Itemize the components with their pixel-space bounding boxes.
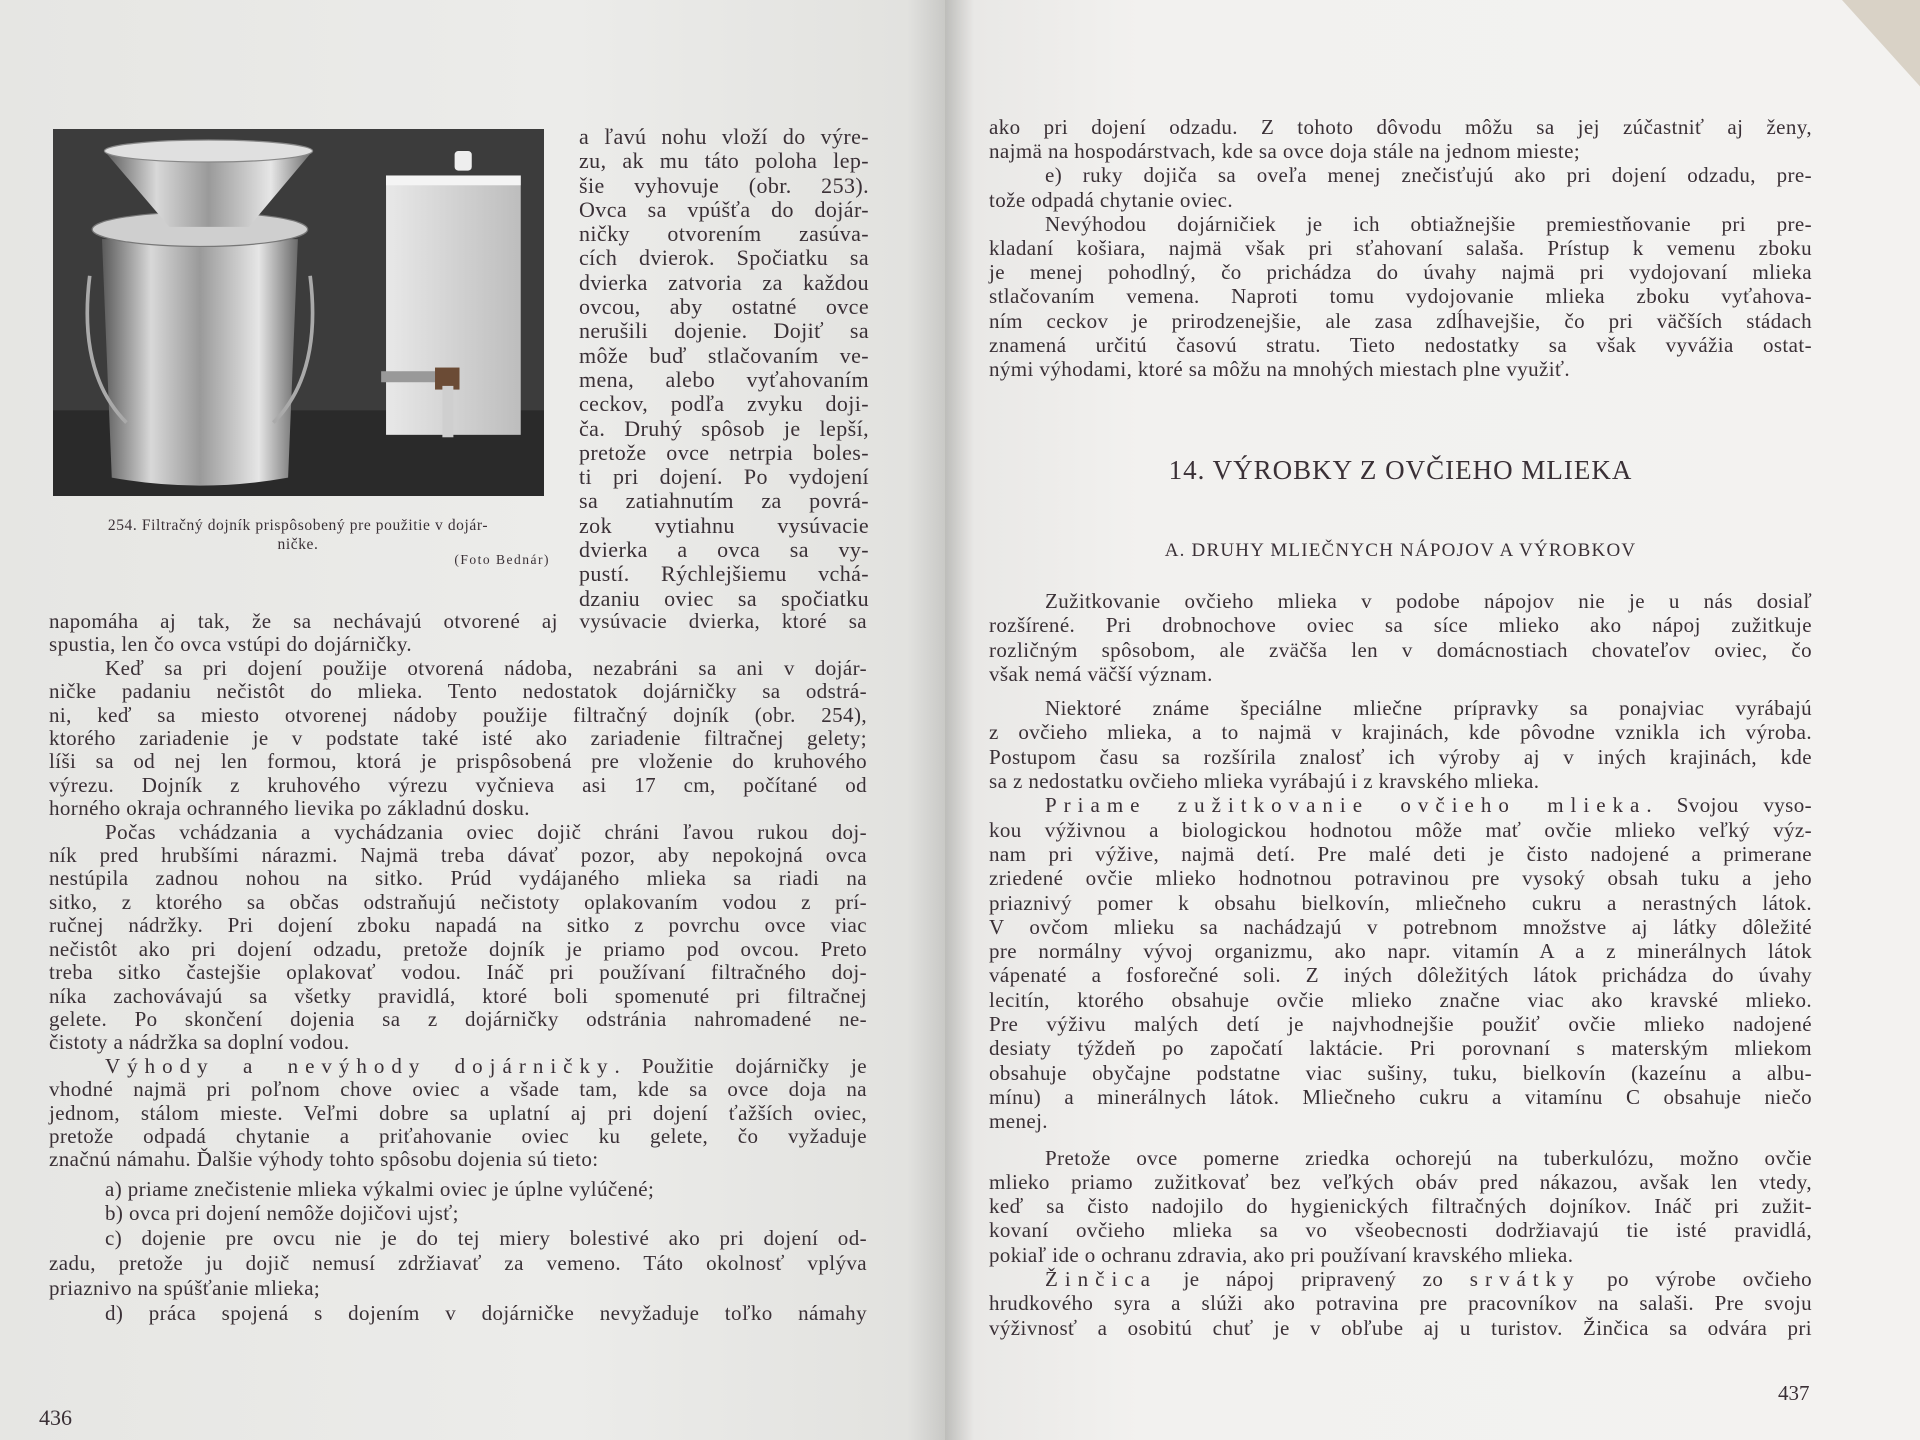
- text-column-beside-figure: [579, 125, 869, 611]
- paragraph: [49, 1178, 867, 1201]
- text-line: ník pred hrubšími nárazmi. Najmä treba dávať pozor, aby nepokojná ovca: [49, 843, 867, 868]
- text-line: a ľavú nohu vloží do výre-: [579, 124, 869, 149]
- bucket-body: [102, 239, 298, 486]
- caption-line: 254. Filtračný dojník prispôsobený pre použitie v dojár-: [107, 517, 489, 534]
- paragraph: [49, 821, 867, 1055]
- text-run: je nápoj pripravený zo: [1156, 1267, 1470, 1292]
- text-line: výrezu. Dojník z kruhového výrezu vyčnieva asi 17 cm, počítané od: [49, 772, 867, 797]
- text-line: kladaní košiara, najmä však pri sťahovaní salaša. Prístup k vemenu zboku: [989, 236, 1812, 261]
- text-column-right-bottom: [989, 589, 1812, 1340]
- text-line: rozšírené. Pri drobnochove oviec sa síce mlieko ako nápoj zužitkuje: [989, 613, 1812, 638]
- text-line: napomáha aj tak, že sa nechávajú otvorené aj vysúvacie dvierka, ktoré sa: [49, 609, 867, 633]
- text-line: čistoty a nádržka sa doplní vodou.: [49, 1030, 350, 1055]
- text-line: nestúpila zadnou nohou na sitko. Prúd vydájaného mlieka sa riadi na: [49, 866, 867, 891]
- text-line: ničky otvorením zasúva-: [579, 221, 869, 247]
- text-line: ním ceckov je prirodzenejšie, ale zasa zdĺhavejšie, čo pri väčších stádach: [989, 308, 1812, 333]
- text-line: najmä na hospodárstvach, kde sa ovce doja stále na jednom mieste;: [989, 139, 1581, 164]
- text-line: Keď sa pri dojení použije otvorená nádoba, nezabráni sa ani v dojár-: [105, 655, 867, 680]
- text-line: tože odpadá chytanie oviec.: [989, 187, 1234, 212]
- text-line: pretože odpadá chytanie a priťahovanie oviec ku gelete, čo vyžaduje: [49, 1123, 867, 1148]
- text-line: desiaty týždeň po započatí laktácie. Pri porovnaní s materským mliekom: [989, 1036, 1812, 1061]
- text-line: pustí. Rýchlejšiemu vchá-: [579, 561, 869, 587]
- page-number: 436: [39, 1405, 72, 1430]
- paragraph: [579, 125, 869, 611]
- text-line: sitko, z ktorého sa občas odstraňujú nečistoty oplakovaním vodou z prí-: [49, 889, 867, 914]
- text-line: b) ovca pri dojení nemôže dojičovi ujsť;: [105, 1201, 459, 1226]
- text-line: ti pri dojení. Po vydojení: [579, 464, 869, 490]
- text-line: ktorého zariadenie je v podstate také isté ako zariadenie filtračnej gelety;: [49, 726, 867, 751]
- section-heading: A. DRUHY MLIEČNYCH NÁPOJOV A VÝROBKOV: [1164, 540, 1637, 561]
- text-line: [989, 793, 1812, 817]
- text-line: spustia, len čo ovca vstúpi do dojárničky.: [49, 632, 413, 657]
- text-run: po výrobe ovčieho: [1580, 1267, 1812, 1292]
- paragraph: [49, 1301, 867, 1326]
- paragraph: [989, 1146, 1812, 1267]
- paragraph: [989, 589, 1812, 686]
- paragraph: [49, 657, 867, 821]
- text-line: e) ruky dojiča sa oveľa menej znečisťujú ako pri dojení odzadu, pre-: [1045, 163, 1812, 188]
- text-line: jednom, stálom mieste. Veľmi dobre sa uplatní aj pri dojení ťažších oviec,: [49, 1100, 867, 1125]
- text-line: znamená určitú časovú stratu. Tieto nedostatky sa však vyvážia ostat-: [989, 332, 1812, 357]
- text-line: Nevýhodou dojárničiek je ich obtiažnejšie premiestňovanie pri pre-: [1045, 211, 1812, 236]
- text-line: kovaní ovčieho mlieka sa vo všeobecnosti dodržiavajú tie isté pravidlá,: [989, 1218, 1812, 1243]
- text-line: pokiaľ ide o ochranu zdravia, ako pri používaní kravského mlieka.: [989, 1242, 1574, 1267]
- text-line: zriedené ovčie mlieko hodnotnou potravinou pre vysoký obsah tuku a jeho: [989, 866, 1812, 891]
- spaced-emphasis: Žinčica: [1045, 1267, 1157, 1292]
- paragraph: [989, 696, 1812, 793]
- water-tank: [386, 175, 521, 434]
- text-line: Pre výživu malých detí je najvhodnejšie použiť ovčie mlieko nadojené: [989, 1012, 1812, 1037]
- text-line: vápenaté a fosforečné soli. Z iných dôležitých látok prichádza do úvahy: [989, 963, 1812, 988]
- spaced-emphasis: Priame zužitkovanie ovčieho mlieka: [1045, 793, 1647, 818]
- text-line: vhodné najmä pri poľnom chove oviec a všade tam, kde sa ovce doja na: [49, 1077, 867, 1102]
- text-line: ako pri dojení odzadu. Z tohoto dôvodu môžu sa jej zúčastniť aj ženy,: [989, 115, 1812, 139]
- text-line: ovcou, aby ostatné ovce: [579, 294, 869, 320]
- text-line: kou výživnou a biologickou hodnotou môže mať ovčie mlieko veľký výz-: [989, 817, 1812, 842]
- paragraph: [49, 1201, 867, 1226]
- caption-line: ničke.: [277, 536, 319, 553]
- text-line: menej.: [989, 1109, 1048, 1134]
- text-line: c) dojenie pre ovcu nie je do tej miery bolestivé ako pri dojení od-: [105, 1226, 867, 1251]
- text-line: nerušili dojenie. Dojiť sa: [579, 318, 869, 344]
- text-line: stlačovaním vemena. Naproti tomu vydojovanie mlieka zboku vyťahova-: [989, 284, 1812, 309]
- text-line: Ovca sa vpúšťa do dojár-: [579, 196, 869, 222]
- text-line: ni, keď sa miesto otvorenej nádoby použije filtračný dojník (obr. 254),: [49, 702, 867, 727]
- left-page: [0, 0, 945, 1440]
- chapter-heading: 14. VÝROBKY Z OVČIEHO MLIEKA: [1168, 455, 1633, 485]
- text-line: ručnej nádržky. Pri dojení zboku napadá na sitko z povrchu ovce viac: [49, 913, 867, 938]
- text-line: obsahuje obyčajne podstatne viac sušiny, tuku, bielkovín (kazeínu a albu-: [989, 1060, 1812, 1085]
- text-line: zu, ak mu táto poloha lep-: [579, 148, 869, 174]
- text-line: nam pri výžive, najmä detí. Pre malé deti je čisto nadojené a primerane: [989, 841, 1812, 866]
- text-line: mena, alebo vyťahovaním: [579, 366, 869, 392]
- text-line: nečistôt ako pri dojení odzadu, pretože dojník je priamo pod ovcou. Preto: [49, 936, 867, 961]
- text-line: pre normálny vývoj organizmu, ako napr. vitamín A a z minerálnych látok: [989, 939, 1812, 964]
- spaced-emphasis: srvátky: [1469, 1267, 1581, 1292]
- text-line: však nemá väčší význam.: [989, 661, 1213, 686]
- paragraph: [989, 793, 1812, 1133]
- text-line: dvierka zatvoria za každou: [579, 269, 869, 295]
- text-line: d) práca spojená s dojením v dojárničke nevyžaduje toľko námahy: [105, 1301, 867, 1326]
- text-line: sa z nedostatku ovčieho mlieka vyrábajú i z kravského mlieka.: [989, 769, 1540, 794]
- text-line: níka zachovávajú sa všetky pravidlá, ktoré boli spomenuté pri filtračnej: [49, 983, 867, 1008]
- paragraph: [49, 610, 867, 657]
- text-line: priaznivo na spúšťanie mlieka;: [49, 1276, 321, 1301]
- text-line: ča. Druhý spôsob je lepší,: [579, 415, 869, 441]
- text-line: ničke padaniu nečistôt do mlieka. Tento nedostatok dojárničky sa odstrá-: [49, 679, 867, 704]
- paragraph: [989, 163, 1812, 211]
- text-line: treba sitko častejšie oplakovať vodou. Ináč pri používaní filtračného doj-: [49, 960, 867, 985]
- text-line: gelete. Po skončení dojenia sa z dojárničky odstránia nahromadené ne-: [49, 1006, 867, 1031]
- text-line: ceckov, podľa zvyku doji-: [579, 391, 869, 417]
- figure-caption: [48, 516, 548, 554]
- text-line: je menej pohodlný, čo prichádza do úvahy najmä pri vydojovaní mlieka: [989, 260, 1812, 285]
- text-run: . Svojou vyso-: [1646, 793, 1813, 818]
- text-line: dvierka a ovca sa vy-: [579, 537, 869, 563]
- text-column-left: [49, 610, 867, 1326]
- text-line: výživnosť a osobitú chuť je v obľube aj u turistov. Žinčica sa odvára pri: [989, 1315, 1812, 1340]
- paragraph: [49, 1055, 867, 1172]
- paragraph: [989, 1267, 1812, 1340]
- figure-photo-filter-milking-pail: [53, 129, 544, 496]
- text-line: zok vytiahnu vysúvacie: [579, 512, 869, 538]
- text-line: Zužitkovanie ovčieho mlieka v podobe nápojov nie je u nás dosiaľ: [1045, 589, 1812, 613]
- text-line: lecitín, ktorého obsahuje ovčie mlieko značne viac ako kravské mlieko.: [989, 987, 1812, 1012]
- text-run: . Použitie dojárničky je: [614, 1053, 867, 1078]
- text-line: mínu) a minerálnych látok. Mliečneho cukru a vitamínu C obsahuje niečo: [989, 1084, 1812, 1109]
- text-line: zadu, pretože ju dojič nemusí zdržiavať za vemeno. Táto okolnosť vplýva: [49, 1251, 867, 1276]
- text-line: priaznivý pomer k obsahu bielkovín, mliečneho cukru a nerastných látok.: [989, 890, 1812, 915]
- text-line: líši sa od nej len formou, ktorá je prispôsobená pre vloženie do kruhového: [49, 749, 867, 774]
- paragraph: [989, 115, 1812, 163]
- text-line: Pretože ovce pomerne zriedka ochorejú na tuberkulózu, možno ovčie: [1045, 1145, 1812, 1170]
- text-line: značnú námahu. Ďalšie výhody tohto spôsobu dojenia sú tieto:: [49, 1147, 599, 1172]
- text-line: z ovčieho mlieka, a to najmä v krajinách, kde pôvodne vznikla ich výroba.: [989, 720, 1812, 745]
- text-line: Postupom času sa rozšírila znalosť ich výroby aj v iných krajinách, kde: [989, 744, 1812, 769]
- text-line: sa zatiahnutím za povrá-: [579, 488, 869, 514]
- text-line: V ovčom mlieku sa nachádzajú v potrebnom množstve aj látky dôležité: [989, 914, 1812, 939]
- text-line: horného okraja ochranného lievika po základnú dosku.: [49, 796, 530, 821]
- text-column-right-top: [989, 115, 1812, 381]
- text-line: dzaniu oviec sa spočiatku: [579, 585, 869, 611]
- text-line: môže buď stlačovaním ve-: [579, 342, 869, 368]
- text-line: a) priame znečistenie mlieka výkalmi oviec je úplne vylúčené;: [105, 1176, 655, 1201]
- text-line: Niektoré známe špeciálne mliečne prípravky sa ponajviac vyrábajú: [1045, 696, 1812, 721]
- text-line: pretože ovce netrpia boles-: [579, 439, 869, 465]
- text-line: [49, 1055, 867, 1078]
- page-number: 437: [1778, 1381, 1810, 1405]
- paragraph: [49, 1226, 867, 1301]
- spaced-emphasis: Výhody a nevýhody dojárničky: [105, 1053, 615, 1078]
- text-line: mlieko priamo zužitkovať bez veľkých obáv pred nákazou, avšak len vtedy,: [989, 1169, 1812, 1194]
- text-line: nými výhodami, ktoré sa môžu na mnohých miestach plne využiť.: [989, 357, 1571, 382]
- text-line: hrudkového syra a slúži ako potravina pre pracovníkov na salaši. Pre svoju: [989, 1291, 1812, 1316]
- paragraph: [989, 212, 1812, 381]
- text-line: šie vyhovuje (obr. 253).: [579, 172, 869, 198]
- text-line: cích dvierok. Spočiatku sa: [579, 245, 869, 271]
- text-line: keď sa čisto nadojilo do hygienických filtračných dojníkov. Ináč pri zužit-: [989, 1194, 1812, 1219]
- text-line: rozličným spôsobom, ale zväčša len v domácnostiach chovateľov oviec, čo: [989, 637, 1812, 662]
- text-line: Počas vchádzania a vychádzania oviec dojič chráni ľavou rukou doj-: [105, 819, 867, 844]
- photo-credit: (Foto Bednár): [454, 552, 550, 567]
- text-line: [989, 1267, 1812, 1291]
